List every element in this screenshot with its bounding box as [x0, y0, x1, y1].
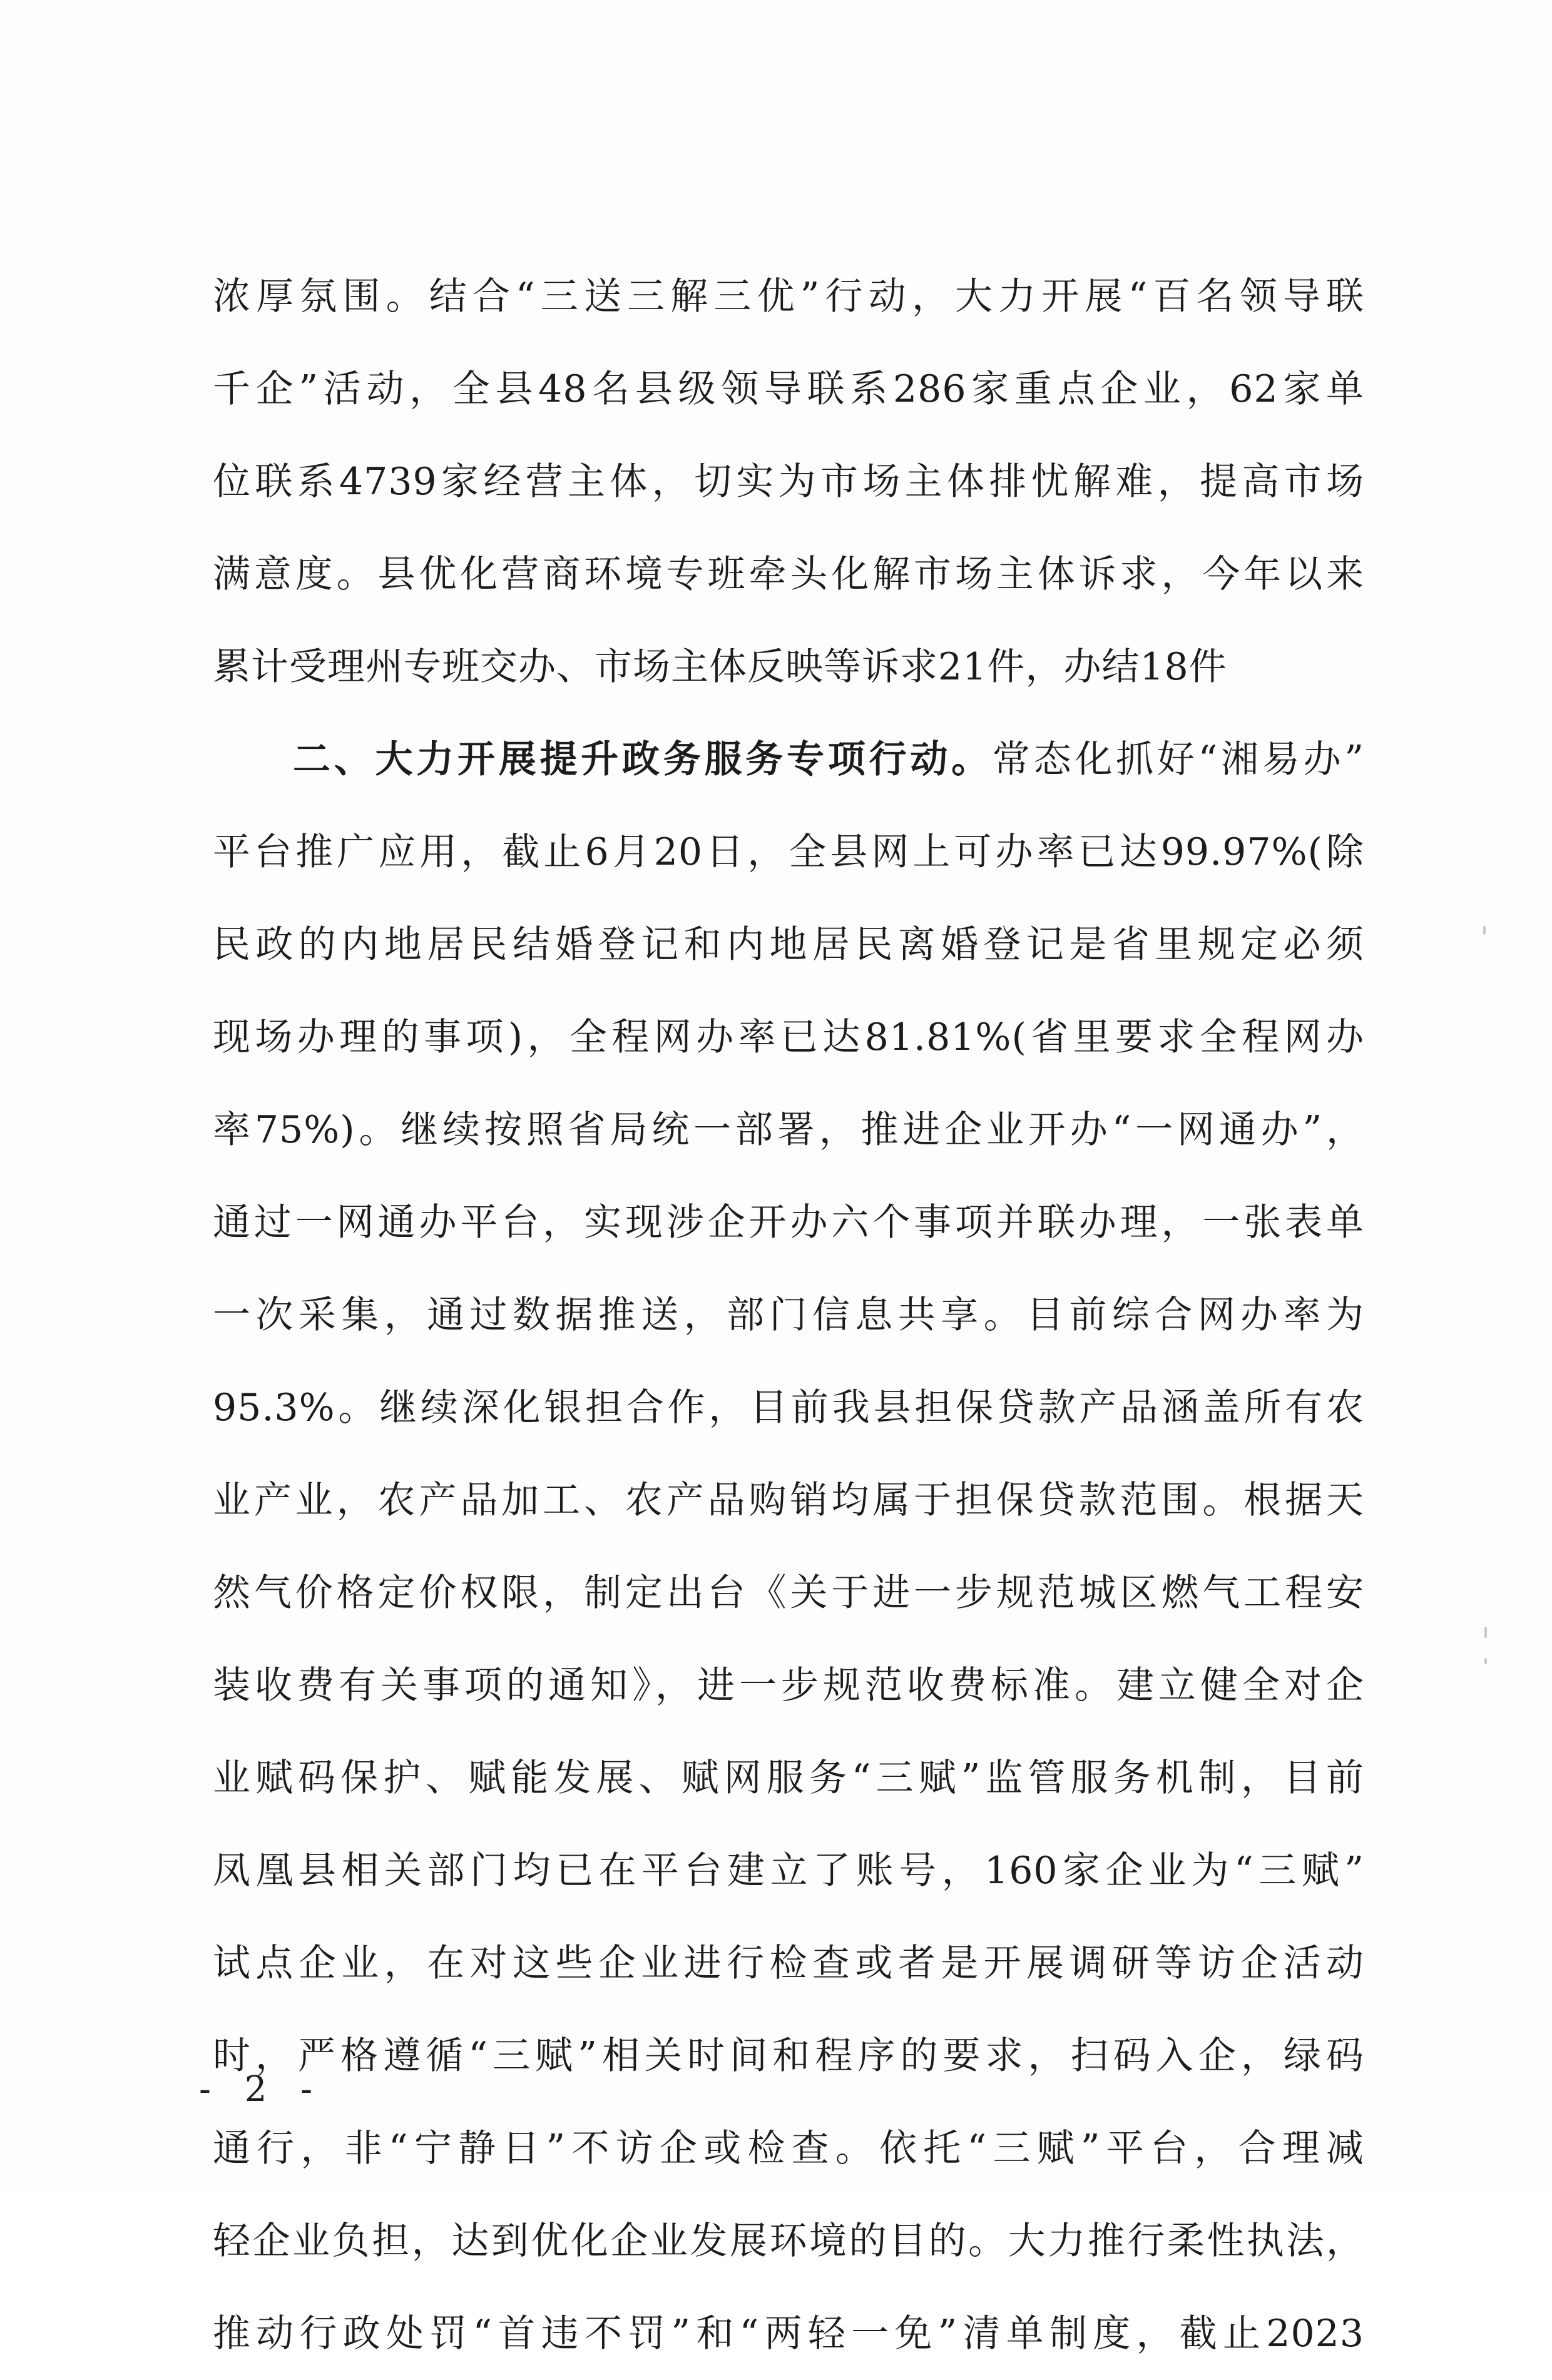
page-number: - 2 -	[199, 2069, 324, 2110]
section-heading: 二、大力开展提升政务服务专项行动。	[293, 738, 993, 781]
paragraph-1-line-3: 位联系4739家经营主体，切实为市场主体排忧解难，提高市场	[213, 460, 1364, 504]
paragraph-2-line-2: 平台推广应用，截止6月20日，全县网上可办率已达99.97%(除	[213, 830, 1364, 874]
paragraph-2-line-18: 推动行政处罚“首违不罚”和“两轻一免”清单制度，截止2023	[213, 2312, 1364, 2356]
paragraph-2-line-7: 一次采集，通过数据推送，部门信息共享。目前综合网办率为	[213, 1293, 1364, 1337]
scan-speck	[1484, 1627, 1487, 1638]
paragraph-2-line-9: 业产业，农产品加工、农产品购销均属于担保贷款范围。根据天	[213, 1478, 1364, 1522]
paragraph-2-line-4: 现场办理的事项)，全程网办率已达81.81%(省里要求全程网办	[213, 1015, 1364, 1059]
paragraph-2-line-3: 民政的内地居民结婚登记和内地居民离婚登记是省里规定必须	[213, 923, 1364, 967]
paragraph-2-line-17: 轻企业负担，达到优化企业发展环境的目的。大力推行柔性执法，	[213, 2219, 1364, 2263]
paragraph-1-line-1: 浓厚氛围。结合“三送三解三优”行动，大力开展“百名领导联	[213, 275, 1364, 318]
paragraph-2-line-6: 通过一网通办平台，实现涉企开办六个事项并联办理，一张表单	[213, 1201, 1364, 1244]
paragraph-1-line-5: 累计受理州专班交办、市场主体反映等诉求21件，办结18件	[213, 645, 1227, 689]
paragraph-2-line-12: 业赋码保护、赋能发展、赋网服务“三赋”监管服务机制，目前	[213, 1756, 1364, 1800]
paragraph-2-line-5: 率75%)。继续按照省局统一部署，推进企业开办“一网通办”，	[213, 1108, 1364, 1152]
paragraph-2-line-13: 凤凰县相关部门均已在平台建立了账号，160家企业为“三赋”	[213, 1849, 1364, 1893]
paragraph-2-line-16: 通行，非“宁静日”不访企或检查。依托“三赋”平台，合理减	[213, 2127, 1364, 2170]
document-body	[213, 250, 1364, 2380]
paragraph-2-first-line	[213, 713, 1364, 806]
paragraph-2-line-11: 装收费有关事项的通知》，进一步规范收费标准。建立健全对企	[213, 1664, 1364, 1707]
scan-speck	[1483, 926, 1486, 935]
paragraph-2-line-10: 然气价格定价权限，制定出台《关于进一步规范城区燃气工程安	[213, 1571, 1364, 1615]
paragraph-2-line-8: 95.3%。继续深化银担合作，目前我县担保贷款产品涵盖所有农	[213, 1386, 1364, 1430]
paragraph-2-line-15: 时，严格遵循“三赋”相关时间和程序的要求，扫码入企，绿码	[213, 2034, 1364, 2078]
paragraph-2-line-14: 试点企业，在对这些企业进行检查或者是开展调研等访企活动	[213, 1941, 1364, 1985]
paragraph-2-first-line-text: 常态化抓好“湘易办”	[992, 738, 1364, 781]
scan-speck	[1484, 1658, 1487, 1664]
paragraph-1-line-4: 满意度。县优化营商环境专班牵头化解市场主体诉求，今年以来	[213, 552, 1364, 596]
paragraph-1-line-2: 千企”活动，全县48名县级领导联系286家重点企业，62家单	[213, 367, 1364, 411]
